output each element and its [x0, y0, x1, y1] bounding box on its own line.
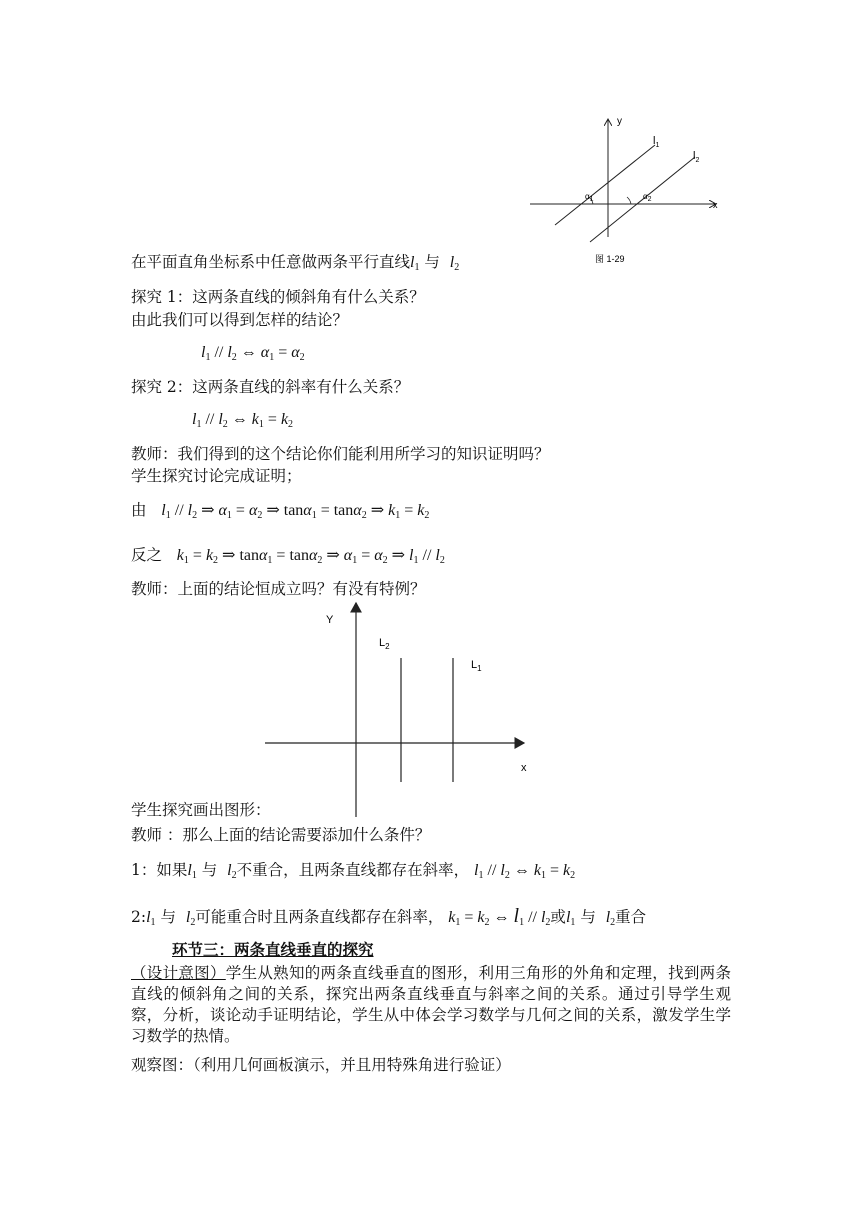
section-heading: 环节三：两条直线垂直的探究 [172, 940, 374, 959]
observe-line: 观察图：（利用几何画板演示，并且用特殊角进行验证） [131, 1056, 511, 1074]
design-text: 学生从熟知的两条直线垂直的图形，利用三角形的外角和定理，找到两条直线的倾斜角之间的关系，探究出两条直线垂直与斜率之间的关系。通过引导学生观察，分析，谈论动手证明结论，学生从中体会学习数学与几何之间的关系，激发学生学习数学的热情。 [131, 964, 731, 1045]
figure-parallel-lines [525, 112, 735, 267]
angle-arc-2 [627, 197, 631, 204]
condition-2: $2:l_1$ 与 $l_2$可能重合时且两条直线都存在斜率， $k_1 = k_2$ ⇔ $l_1 // l_2$或$l_1$ 与 $l_2$重合 [131, 905, 647, 928]
fig2-y-label: Y [326, 614, 334, 626]
formula-k: $l_1 // l_2$ ⇔ $k_1 = k_2$ [192, 411, 294, 430]
intro-line [131, 252, 459, 278]
teacher-question-1: 教师：我们得到的这个结论你们能利用所学习的知识证明吗？ [131, 445, 550, 463]
fig1-caption: 图 1-29 [595, 254, 625, 264]
teacher-question-2: 教师：上面的结论恒成立吗？有没有特例？ [131, 580, 426, 598]
proof-converse: 反之 $k_1 = k_2$ ⇒ tanα$_1$ = tanα$_2$ ⇒ $\alpha_1 = \alpha_2$ ⇒ $l_1 // l_2$ [131, 546, 445, 566]
fig1-alpha1-label: α1 [585, 192, 594, 203]
fig1-l1-label: $l_1$ [653, 135, 660, 149]
line-l1 [555, 145, 655, 225]
explore2-question: 探究 2：这两条直线的斜率有什么关系？ [131, 378, 410, 396]
fig2-x-label: x [521, 762, 527, 774]
students-draw: 学生探究画出图形： [131, 801, 271, 819]
explore1-question: 探究 1：这两条直线的倾斜角有什么关系？ [131, 288, 425, 306]
figure-vertical-lines [262, 595, 537, 820]
proof-forward: 由 $l_1 // l_2$ ⇒ $\alpha_1 = \alpha_2$ ⇒ tanα$_1$ = tanα$_2$ ⇒ $k_1 = k_2$ [131, 501, 430, 521]
explore1-question2: 由此我们可以得到怎样的结论？ [131, 311, 349, 329]
students-proof: 学生探究讨论完成证明； [131, 467, 302, 485]
formula-alpha: $l_1 // l_2$ ⇔ $\alpha_1 = \alpha_2$ [201, 344, 305, 363]
intro-text: 在平面直角坐标系中任意做两条平行直线 [131, 253, 411, 271]
fig1-y-label: y [617, 116, 622, 127]
design-paragraph [131, 963, 731, 1047]
fig1-x-label: x [713, 200, 718, 210]
teacher-question-3: 教师 ：那么上面的结论需要添加什么条件？ [131, 826, 431, 844]
fig2-l1-label: $L_1$ [471, 659, 482, 673]
fig1-l2-label: $l_2$ [693, 150, 700, 164]
fig2-l2-label: $L_2$ [379, 637, 390, 651]
intro-and: 与 [424, 253, 440, 271]
math-l1: $l_1$ [410, 254, 420, 273]
fig1-alpha2-label: α2 [643, 192, 652, 203]
condition-1: 1：如果$l_1$ 与 $l_2$不重合，且两条直线都存在斜率， $l_1 // l_2$ ⇔ $k_1 = k_2$ [131, 861, 576, 881]
design-label: （设计意图） [131, 964, 226, 982]
math-l2: $l_2$ [449, 254, 460, 273]
